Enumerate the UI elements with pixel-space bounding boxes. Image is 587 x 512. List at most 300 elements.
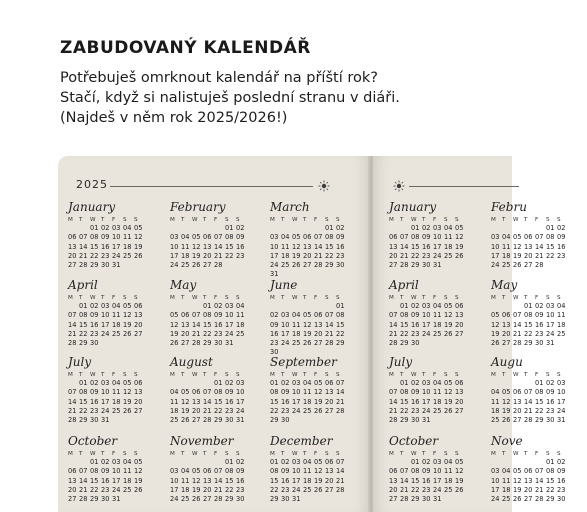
day-number: 13 xyxy=(134,388,143,397)
days-grid xyxy=(170,302,266,348)
day-number: 25 xyxy=(444,251,453,260)
day-number: 28 xyxy=(336,485,345,494)
blank-day xyxy=(513,379,524,388)
day-number: 28 xyxy=(389,339,398,348)
day-number: 24 xyxy=(112,485,121,494)
weekday-label: F xyxy=(214,294,218,301)
day-number: 18 xyxy=(557,320,566,329)
day-number: 19 xyxy=(123,320,132,329)
weekday-label: T xyxy=(181,216,185,223)
month-name: August xyxy=(170,355,213,369)
day-number: 21 xyxy=(389,329,398,338)
day-number: 20 xyxy=(203,251,212,260)
weekday-label: T xyxy=(203,450,207,457)
weekday-label: T xyxy=(524,371,528,378)
day-number: 17 xyxy=(292,397,301,406)
day-number: 07 xyxy=(535,233,544,242)
day-number: 28 xyxy=(192,339,201,348)
day-number: 30 xyxy=(225,416,234,425)
day-number: 09 xyxy=(422,233,431,242)
day-number: 24 xyxy=(112,251,121,260)
weekday-label: S xyxy=(225,371,229,378)
day-number: 30 xyxy=(281,495,290,504)
weekday-label: T xyxy=(281,294,285,301)
day-number: 04 xyxy=(502,467,511,476)
day-number: 12 xyxy=(303,320,312,329)
weekday-label: S xyxy=(546,450,550,457)
day-number: 04 xyxy=(557,302,566,310)
month-march xyxy=(270,200,366,280)
day-number: 30 xyxy=(422,495,431,504)
day-number: 10 xyxy=(236,388,245,397)
day-number: 18 xyxy=(444,476,453,485)
day-number: 13 xyxy=(192,397,201,406)
day-number: 21 xyxy=(68,329,77,338)
day-number: 11 xyxy=(112,311,121,320)
day-number: 22 xyxy=(400,406,409,415)
day-number: 11 xyxy=(444,467,453,476)
day-number: 09 xyxy=(281,467,290,476)
weekday-label: M xyxy=(68,371,73,378)
day-number: 03 xyxy=(112,458,121,466)
day-number: 27 xyxy=(203,495,212,504)
day-number: 23 xyxy=(214,329,223,338)
month-name: May xyxy=(170,278,197,292)
day-number: 21 xyxy=(214,485,223,494)
day-number: 19 xyxy=(444,320,453,329)
days-grid xyxy=(68,458,164,504)
day-number: 06 xyxy=(389,467,398,476)
weekday-header xyxy=(68,215,164,224)
weekday-header xyxy=(270,293,366,302)
day-number: 10 xyxy=(170,476,179,485)
days-grid xyxy=(270,224,366,280)
day-number: 03 xyxy=(557,379,566,387)
days-grid xyxy=(491,302,587,348)
day-number: 16 xyxy=(535,320,544,329)
day-number: 03 xyxy=(236,379,245,387)
day-number: 13 xyxy=(455,388,464,397)
day-number: 30 xyxy=(546,416,555,425)
blank-day xyxy=(214,224,225,233)
weekday-label: S xyxy=(225,294,229,301)
year-label: 2025 xyxy=(76,178,108,191)
day-number: 25 xyxy=(491,416,500,425)
weekday-label: W xyxy=(192,371,198,378)
day-number: 17 xyxy=(236,397,245,406)
day-number: 21 xyxy=(214,251,223,260)
weekday-label: M xyxy=(68,294,73,301)
weekday-label: T xyxy=(400,294,404,301)
blank-day xyxy=(513,458,524,467)
day-number: 18 xyxy=(444,242,453,251)
day-number: 08 xyxy=(400,388,409,397)
day-number: 01 xyxy=(535,379,544,387)
day-number: 01 xyxy=(400,379,409,387)
weekday-label: F xyxy=(214,371,218,378)
day-number: 26 xyxy=(134,485,143,494)
day-number: 08 xyxy=(336,311,345,320)
day-number: 21 xyxy=(400,485,409,494)
day-number: 02 xyxy=(270,311,279,320)
day-number: 18 xyxy=(181,485,190,494)
day-number: 12 xyxy=(123,388,132,397)
weekday-label: W xyxy=(513,371,519,378)
day-number: 15 xyxy=(336,320,345,329)
day-number: 17 xyxy=(270,251,279,260)
day-number: 06 xyxy=(134,302,143,310)
day-number: 20 xyxy=(524,485,533,494)
day-number: 25 xyxy=(303,485,312,494)
day-number: 19 xyxy=(444,397,453,406)
month-october xyxy=(389,434,485,504)
weekday-label: T xyxy=(400,450,404,457)
day-number: 13 xyxy=(524,476,533,485)
weekday-label: T xyxy=(303,216,307,223)
day-number: 20 xyxy=(68,485,77,494)
weekday-label: F xyxy=(112,216,116,223)
weekday-label: W xyxy=(513,294,519,301)
day-number: 28 xyxy=(535,261,544,270)
day-number: 27 xyxy=(455,406,464,415)
month-april xyxy=(389,278,485,348)
day-number: 07 xyxy=(400,233,409,242)
days-grid xyxy=(389,379,485,425)
day-number: 08 xyxy=(90,233,99,242)
blank-day xyxy=(325,302,336,311)
day-number: 04 xyxy=(444,458,453,466)
weekday-label: W xyxy=(192,294,198,301)
day-number: 22 xyxy=(411,251,420,260)
day-number: 21 xyxy=(389,406,398,415)
weekday-header xyxy=(170,293,266,302)
day-number: 26 xyxy=(455,251,464,260)
day-number: 25 xyxy=(444,485,453,494)
day-number: 07 xyxy=(68,388,77,397)
day-number: 27 xyxy=(524,261,533,270)
day-number: 03 xyxy=(101,302,110,310)
blank-day xyxy=(170,224,181,233)
day-number: 11 xyxy=(433,311,442,320)
weekday-label: T xyxy=(502,294,506,301)
day-number: 17 xyxy=(491,251,500,260)
day-number: 06 xyxy=(203,233,212,242)
day-number: 23 xyxy=(101,251,110,260)
day-number: 07 xyxy=(513,311,522,320)
blank-day xyxy=(181,302,192,311)
month-name: July xyxy=(389,355,413,369)
day-number: 08 xyxy=(524,311,533,320)
weekday-label: T xyxy=(502,371,506,378)
day-number: 07 xyxy=(68,311,77,320)
weekday-header xyxy=(170,370,266,379)
day-number: 06 xyxy=(181,311,190,320)
days-grid xyxy=(491,458,587,504)
day-number: 25 xyxy=(112,406,121,415)
day-number: 18 xyxy=(112,397,121,406)
weekday-label: S xyxy=(236,216,240,223)
day-number: 22 xyxy=(214,406,223,415)
day-number: 05 xyxy=(170,311,179,320)
day-number: 23 xyxy=(90,329,99,338)
weekday-label: W xyxy=(411,294,417,301)
day-number: 12 xyxy=(444,311,453,320)
weekday-label: S xyxy=(325,450,329,457)
day-number: 30 xyxy=(411,416,420,425)
day-number: 11 xyxy=(557,311,566,320)
day-number: 15 xyxy=(79,320,88,329)
day-number: 22 xyxy=(325,251,334,260)
day-number: 13 xyxy=(68,242,77,251)
day-number: 22 xyxy=(270,406,279,415)
day-number: 11 xyxy=(181,476,190,485)
day-number: 27 xyxy=(389,261,398,270)
weekday-label: F xyxy=(314,450,318,457)
day-number: 15 xyxy=(411,476,420,485)
weekday-label: S xyxy=(444,371,448,378)
day-number: 18 xyxy=(491,406,500,415)
day-number: 14 xyxy=(389,397,398,406)
day-number: 15 xyxy=(546,476,555,485)
day-number: 03 xyxy=(281,311,290,320)
blank-day xyxy=(203,458,214,467)
day-number: 19 xyxy=(502,406,511,415)
day-number: 22 xyxy=(225,251,234,260)
weekday-header xyxy=(389,370,485,379)
day-number: 15 xyxy=(90,476,99,485)
day-number: 05 xyxy=(502,388,511,397)
weekday-label: S xyxy=(455,371,459,378)
weekday-label: M xyxy=(270,294,275,301)
day-number: 14 xyxy=(68,397,77,406)
blank-day xyxy=(79,224,90,233)
weekday-header xyxy=(270,215,366,224)
day-number: 25 xyxy=(181,261,190,270)
day-number: 07 xyxy=(314,233,323,242)
day-number: 20 xyxy=(455,397,464,406)
day-number: 02 xyxy=(535,302,544,310)
day-number: 29 xyxy=(524,339,533,348)
day-number: 18 xyxy=(292,329,301,338)
day-number: 18 xyxy=(433,320,442,329)
day-number: 01 xyxy=(214,379,223,387)
day-number: 26 xyxy=(192,495,201,504)
weekday-label: T xyxy=(101,450,105,457)
day-number: 21 xyxy=(79,485,88,494)
day-number: 15 xyxy=(411,242,420,251)
day-number: 29 xyxy=(90,261,99,270)
day-number: 05 xyxy=(134,224,143,232)
month-name: Augu xyxy=(491,355,523,369)
day-number: 02 xyxy=(281,379,290,387)
month-name: December xyxy=(270,434,333,448)
day-number: 15 xyxy=(203,320,212,329)
blank-day xyxy=(303,302,314,311)
day-number: 12 xyxy=(502,397,511,406)
blank-day xyxy=(513,224,524,233)
day-number: 11 xyxy=(112,388,121,397)
month-october xyxy=(68,434,164,504)
day-number: 17 xyxy=(292,476,301,485)
day-number: 15 xyxy=(225,476,234,485)
description-line-1: Potřebuješ omrknout kalendář na příští rok? xyxy=(60,70,378,86)
day-number: 01 xyxy=(270,379,279,387)
day-number: 20 xyxy=(455,320,464,329)
day-number: 01 xyxy=(325,224,334,232)
weekday-label: W xyxy=(90,216,96,223)
month-february xyxy=(170,200,266,270)
day-number: 09 xyxy=(236,233,245,242)
blank-day xyxy=(389,458,400,467)
day-number: 20 xyxy=(303,251,312,260)
blank-day xyxy=(192,224,203,233)
day-number: 17 xyxy=(112,242,121,251)
day-number: 08 xyxy=(546,467,555,476)
weekday-label: W xyxy=(292,371,298,378)
day-number: 12 xyxy=(455,233,464,242)
day-number: 07 xyxy=(79,467,88,476)
days-grid xyxy=(389,224,485,270)
day-number: 20 xyxy=(513,406,522,415)
day-number: 28 xyxy=(524,416,533,425)
day-number: 13 xyxy=(325,388,334,397)
day-number: 20 xyxy=(181,329,190,338)
weekday-label: M xyxy=(68,216,73,223)
page-title: ZABUDOVANÝ KALENDÁŘ xyxy=(60,38,311,58)
day-number: 02 xyxy=(422,224,431,232)
weekday-label: T xyxy=(281,216,285,223)
day-number: 21 xyxy=(336,476,345,485)
day-number: 26 xyxy=(170,339,179,348)
day-number: 01 xyxy=(90,224,99,232)
blank-day xyxy=(535,224,546,233)
day-number: 29 xyxy=(400,416,409,425)
weekday-header xyxy=(68,293,164,302)
day-number: 16 xyxy=(236,242,245,251)
blank-day xyxy=(513,302,524,311)
day-number: 18 xyxy=(502,251,511,260)
weekday-label: S xyxy=(557,450,561,457)
weekday-label: S xyxy=(455,216,459,223)
day-number: 04 xyxy=(170,388,179,397)
day-number: 09 xyxy=(411,311,420,320)
day-number: 22 xyxy=(270,485,279,494)
day-number: 23 xyxy=(236,251,245,260)
day-number: 14 xyxy=(336,467,345,476)
weekday-label: M xyxy=(170,294,175,301)
weekday-label: T xyxy=(281,371,285,378)
day-number: 02 xyxy=(336,224,345,232)
day-number: 03 xyxy=(546,302,555,310)
day-number: 25 xyxy=(433,406,442,415)
day-number: 02 xyxy=(557,224,566,232)
day-number: 12 xyxy=(181,397,190,406)
day-number: 23 xyxy=(336,251,345,260)
day-number: 14 xyxy=(79,242,88,251)
day-number: 07 xyxy=(389,388,398,397)
day-number: 08 xyxy=(79,311,88,320)
day-number: 04 xyxy=(303,458,312,466)
day-number: 21 xyxy=(314,251,323,260)
day-number: 04 xyxy=(112,379,121,387)
weekday-label: M xyxy=(68,450,73,457)
weekday-label: T xyxy=(422,371,426,378)
day-number: 23 xyxy=(422,485,431,494)
day-number: 17 xyxy=(433,476,442,485)
day-number: 11 xyxy=(502,476,511,485)
weekday-label: S xyxy=(134,371,138,378)
day-number: 03 xyxy=(433,458,442,466)
weekday-label: F xyxy=(112,294,116,301)
day-number: 01 xyxy=(411,458,420,466)
weekday-label: S xyxy=(123,450,127,457)
day-number: 06 xyxy=(455,302,464,310)
blank-day xyxy=(389,379,400,388)
day-number: 12 xyxy=(123,311,132,320)
weekday-label: M xyxy=(389,450,394,457)
day-number: 03 xyxy=(170,467,179,476)
day-number: 08 xyxy=(411,233,420,242)
day-number: 15 xyxy=(325,242,334,251)
day-number: 12 xyxy=(292,242,301,251)
day-number: 29 xyxy=(270,416,279,425)
day-number: 06 xyxy=(68,467,77,476)
day-number: 10 xyxy=(112,233,121,242)
blank-day xyxy=(502,379,513,388)
day-number: 17 xyxy=(281,329,290,338)
weekday-label: S xyxy=(336,371,340,378)
day-number: 14 xyxy=(214,242,223,251)
day-number: 10 xyxy=(101,311,110,320)
day-number: 19 xyxy=(123,397,132,406)
day-number: 14 xyxy=(535,242,544,251)
weekday-label: T xyxy=(400,216,404,223)
day-number: 25 xyxy=(303,406,312,415)
weekday-label: S xyxy=(444,294,448,301)
day-number: 14 xyxy=(314,242,323,251)
day-number: 08 xyxy=(400,311,409,320)
weekday-label: T xyxy=(203,216,207,223)
day-number: 18 xyxy=(181,251,190,260)
day-number: 13 xyxy=(513,397,522,406)
day-number: 14 xyxy=(535,476,544,485)
day-number: 08 xyxy=(270,467,279,476)
day-number: 25 xyxy=(281,261,290,270)
day-number: 27 xyxy=(513,416,522,425)
day-number: 11 xyxy=(123,233,132,242)
days-grid xyxy=(170,458,266,504)
month-name: February xyxy=(170,200,226,214)
weekday-label: T xyxy=(181,294,185,301)
day-number: 10 xyxy=(422,388,431,397)
blank-day xyxy=(491,379,502,388)
day-number: 14 xyxy=(79,476,88,485)
description xyxy=(60,68,500,128)
day-number: 31 xyxy=(433,261,442,270)
weekday-header xyxy=(170,215,266,224)
weekday-label: W xyxy=(292,450,298,457)
day-number: 16 xyxy=(422,242,431,251)
day-number: 19 xyxy=(491,329,500,338)
day-number: 16 xyxy=(411,320,420,329)
weekday-label: M xyxy=(270,450,275,457)
day-number: 25 xyxy=(502,261,511,270)
days-grid xyxy=(68,379,164,425)
day-number: 27 xyxy=(502,339,511,348)
day-number: 10 xyxy=(225,311,234,320)
day-number: 23 xyxy=(411,329,420,338)
day-number: 07 xyxy=(336,458,345,466)
